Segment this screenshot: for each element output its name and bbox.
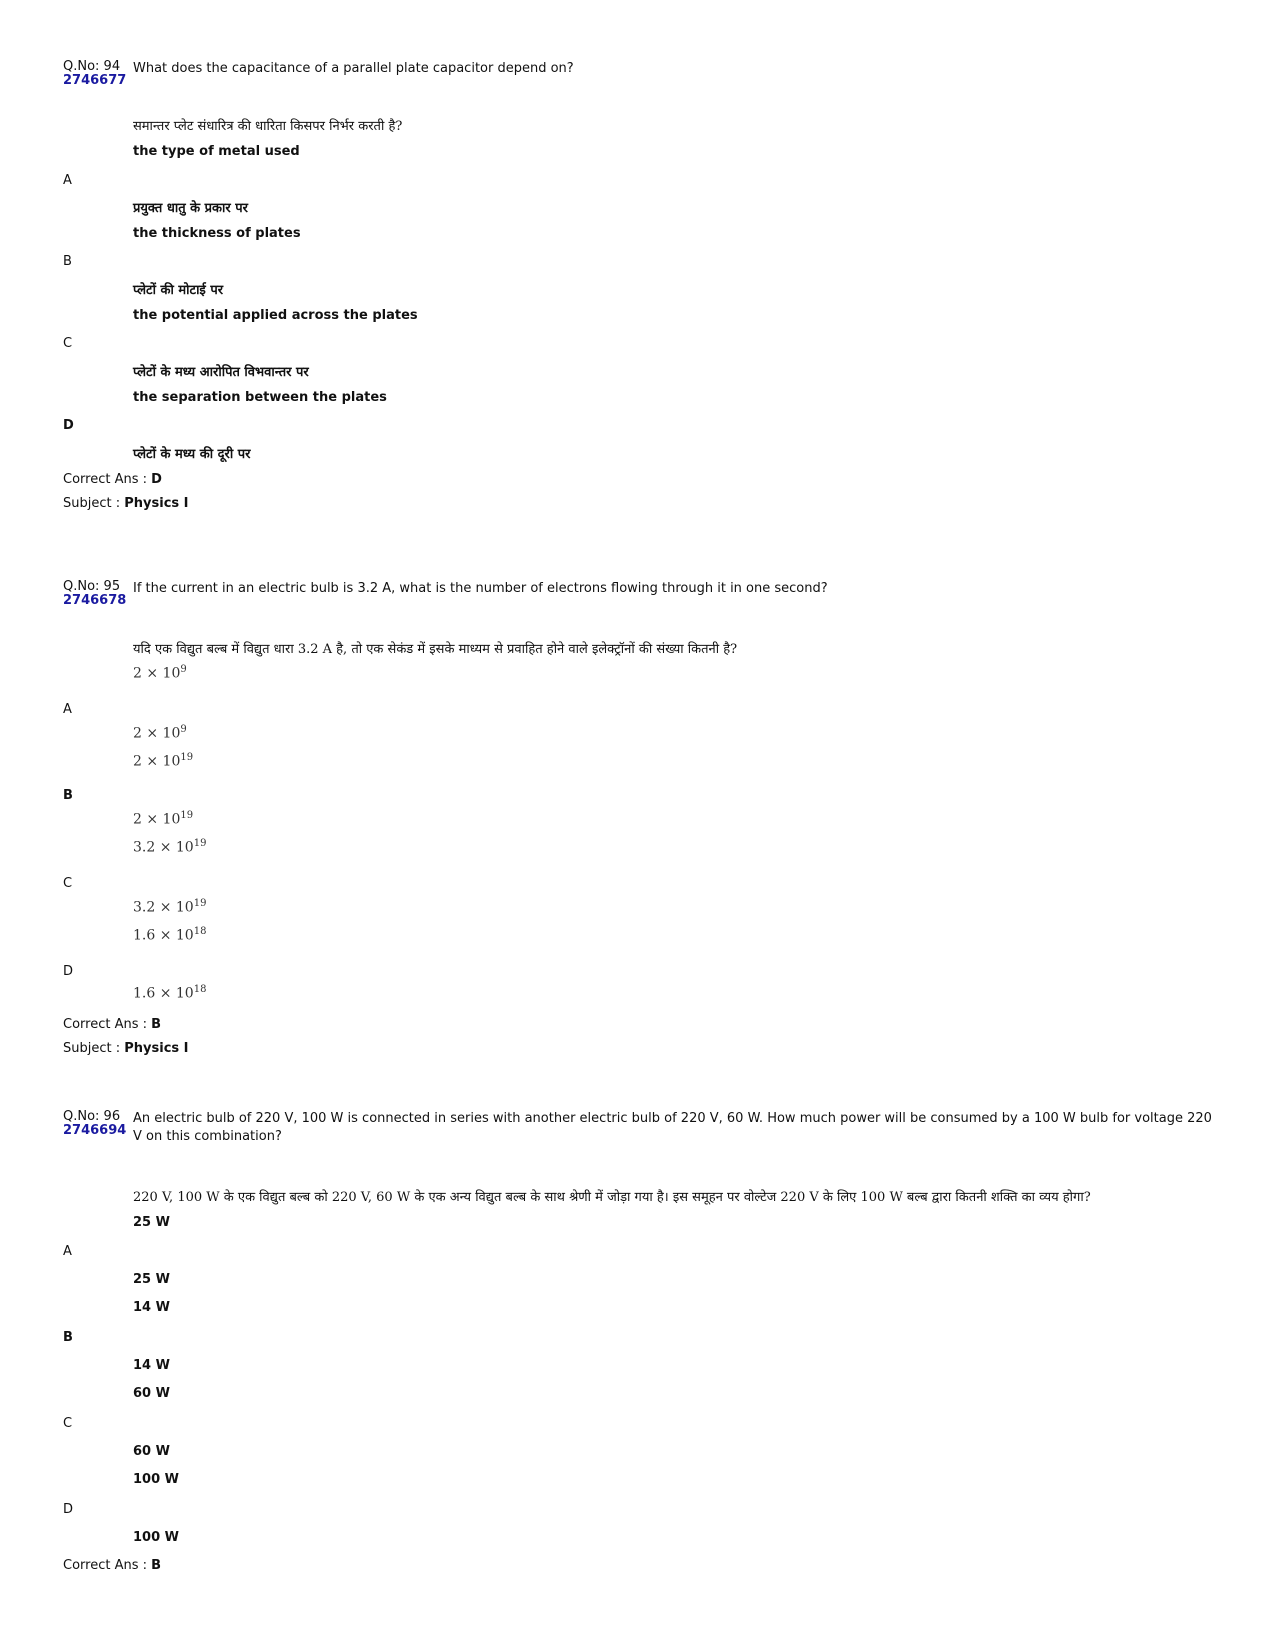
- option-c-letter: C: [63, 336, 73, 351]
- option-c-letter: C: [63, 876, 73, 891]
- subject: Subject : Physics I: [63, 496, 189, 511]
- option-d-text: 100 W: [133, 1472, 180, 1487]
- correct-answer: Correct Ans : B: [63, 1558, 162, 1573]
- question-text: An electric bulb of 220 V, 100 W is connected in series with another electric bulb of 220 V, 60 W. How much power will be consumed by a 100 W bulb for voltage 220 V on this combination?: [133, 1111, 1212, 1144]
- option-c-text-hindi: $3.2 \times 10^{19}$: [133, 898, 207, 916]
- option-b-text: $2 \times 10^{19}$: [133, 752, 194, 770]
- option-d-text-hindi: $1.6 \times 10^{18}$: [133, 984, 207, 1002]
- option-d-letter: D: [63, 418, 74, 433]
- correct-answer: Correct Ans : D: [63, 472, 162, 487]
- option-b-letter: B: [63, 788, 73, 803]
- option-c-text: $3.2 \times 10^{19}$: [133, 838, 207, 856]
- option-c-text-hindi: 60 W: [133, 1444, 170, 1459]
- option-b-text-hindi: 14 W: [133, 1358, 170, 1373]
- question-text-hindi: यदि एक विद्युत बल्ब में विद्युत धारा 3.2 A है, तो एक सेकंड में इसके माध्यम से प्रवाहित होने वाले इलेक्ट्रॉनों की संख्या कितनी है?: [133, 642, 738, 657]
- option-b-text-hindi: $2 \times 10^{19}$: [133, 810, 194, 828]
- question-id: 2746678: [63, 593, 127, 608]
- option-b-text: 14 W: [133, 1300, 170, 1315]
- option-b-text-hindi: प्लेटों की मोटाई पर: [133, 283, 224, 298]
- option-c-letter: C: [63, 1416, 73, 1431]
- question-number: Q.No: 94: [63, 59, 121, 74]
- option-c-text: 60 W: [133, 1386, 170, 1401]
- option-a-letter: A: [63, 173, 72, 188]
- option-c-text-hindi: प्लेटों के मध्य आरोपित विभवान्तर पर: [133, 365, 309, 380]
- option-b-letter: B: [63, 254, 72, 269]
- question-text-hindi: समान्तर प्लेट संधारित्र की धारिता किसपर निर्भर करती है?: [133, 119, 403, 134]
- option-d-text-hindi: प्लेटों के मध्य की दूरी पर: [133, 447, 251, 462]
- option-d-text-hindi: 100 W: [133, 1530, 180, 1545]
- option-b-text: the thickness of plates: [133, 226, 301, 241]
- option-c-text: the potential applied across the plates: [133, 308, 418, 323]
- option-a-text-hindi: 25 W: [133, 1272, 170, 1287]
- option-a-text: the type of metal used: [133, 144, 300, 159]
- correct-answer: Correct Ans : B: [63, 1017, 162, 1032]
- question-text: If the current in an electric bulb is 3.2 A, what is the number of electrons flowing through it in one second?: [133, 581, 828, 596]
- option-a-text-hindi: प्रयुक्त धातु के प्रकार पर: [133, 201, 248, 216]
- question-id: 2746694: [63, 1123, 127, 1138]
- option-a-text: $2 \times 10^9$: [133, 664, 187, 682]
- question-text-hindi: 220 V, 100 W के एक विद्युत बल्ब को 220 V, 60 W के एक अन्य विद्युत बल्ब के साथ श्रेणी में जोड़ा गया है। इस समूहन पर वोल्टेज 220 V के लिए 100 W बल्ब द्वारा कितनी शक्ति का व्यय होगा?: [133, 1190, 1091, 1205]
- option-b-letter: B: [63, 1330, 73, 1345]
- option-d-text: $1.6 \times 10^{18}$: [133, 926, 207, 944]
- option-d-letter: D: [63, 964, 74, 979]
- subject: Subject : Physics I: [63, 1041, 189, 1056]
- option-d-text: the separation between the plates: [133, 390, 387, 405]
- question-number: Q.No: 95: [63, 579, 121, 594]
- option-d-letter: D: [63, 1502, 74, 1517]
- option-a-letter: A: [63, 1244, 72, 1259]
- question-text: What does the capacitance of a parallel plate capacitor depend on?: [133, 61, 574, 76]
- option-a-text: 25 W: [133, 1215, 170, 1230]
- option-a-text-hindi: $2 \times 10^9$: [133, 724, 187, 742]
- question-number: Q.No: 96: [63, 1109, 121, 1124]
- question-id: 2746677: [63, 73, 127, 88]
- option-a-letter: A: [63, 702, 72, 717]
